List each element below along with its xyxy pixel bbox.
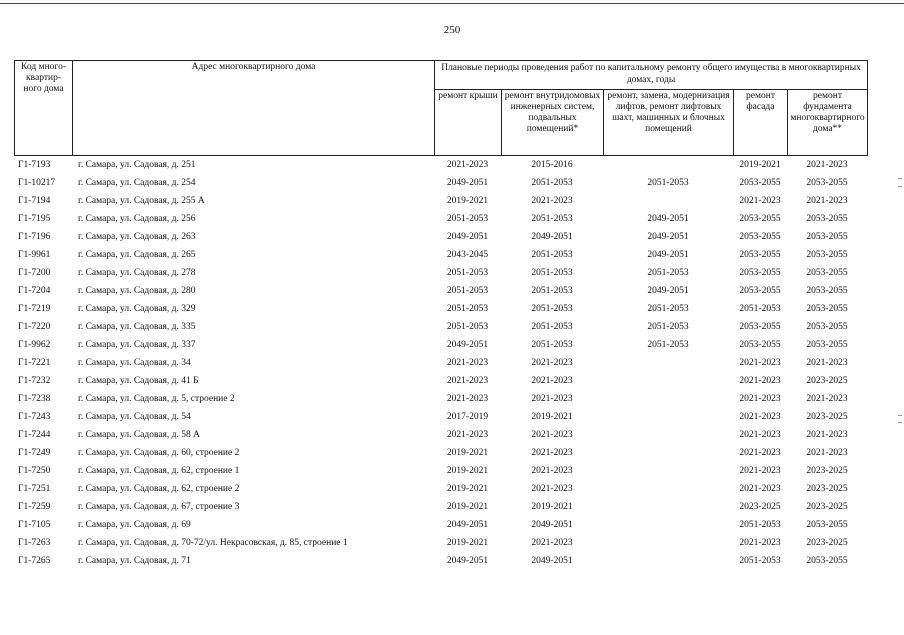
cell-foundation: 2023-2025: [806, 484, 848, 494]
cell-engineering: 2049-2051: [531, 232, 573, 242]
cell-elevators: [603, 516, 733, 534]
table-row: [14, 372, 867, 390]
cell-engineering: 2021-2023: [531, 394, 573, 404]
cell-foundation: 2053-2055: [806, 520, 848, 530]
cell-foundation: 2023-2025: [806, 502, 848, 512]
edge-mark: [898, 178, 902, 179]
cell-code: Г1-7204: [18, 286, 51, 296]
table-row: [14, 264, 867, 282]
cell-foundation: 2053-2055: [806, 268, 848, 278]
cell-address: г. Самара, ул. Садовая, д. 337: [78, 340, 196, 350]
cell-engineering: 2021-2023: [531, 538, 573, 548]
cell-code: Г1-7105: [18, 520, 51, 530]
cell-engineering: 2051-2053: [531, 286, 573, 296]
cell-roof: 2051-2053: [446, 322, 489, 332]
cell-address: г. Самара, ул. Садовая, д. 70-72/ул. Некрасовская, д. 85, строение 1: [78, 538, 348, 548]
cell-roof: 2019-2021: [446, 196, 489, 206]
cell-foundation: 2021-2023: [806, 358, 848, 368]
cell-engineering: 2021-2023: [531, 376, 573, 386]
cell-code: Г1-7219: [18, 304, 51, 314]
cell-engineering: 2051-2053: [531, 214, 573, 224]
edge-mark: [898, 422, 902, 423]
cell-roof: 2051-2053: [446, 286, 489, 296]
cell-address: г. Самара, ул. Садовая, д. 278: [78, 268, 196, 278]
cell-engineering: 2015-2016: [531, 160, 573, 170]
cell-elevators: [603, 426, 733, 444]
table-row: [14, 426, 867, 444]
table-row: [14, 516, 867, 534]
header-foundation: ремонт фундамента многоквартирного дома**: [788, 90, 868, 156]
cell-roof: 2021-2023: [446, 430, 489, 440]
cell-engineering: 2049-2051: [531, 556, 573, 566]
cell-address: г. Самара, ул. Садовая, д. 71: [78, 556, 191, 566]
cell-elevators: 2051-2053: [647, 322, 689, 332]
cell-code: Г1-7195: [18, 214, 51, 224]
cell-roof: 2019-2021: [446, 538, 489, 548]
edge-mark: [898, 415, 902, 416]
cell-address: г. Самара, ул. Садовая, д. 54: [78, 412, 191, 422]
edge-mark: [898, 186, 902, 187]
cell-foundation: 2023-2025: [806, 376, 848, 386]
cell-address: г. Самара, ул. Садовая, д. 58 А: [78, 430, 200, 440]
cell-code: Г1-9961: [18, 250, 51, 260]
cell-elevators: [603, 156, 733, 174]
data-rows: [14, 156, 867, 570]
cell-foundation: 2021-2023: [806, 430, 848, 440]
cell-elevators: 2051-2053: [647, 304, 689, 314]
cell-facade: 2021-2023: [739, 412, 781, 422]
cell-elevators: 2049-2051: [647, 232, 689, 242]
table-row: [14, 552, 867, 570]
cell-facade: 2053-2055: [739, 322, 781, 332]
cell-engineering: 2051-2053: [531, 304, 573, 314]
cell-roof: 2049-2051: [446, 520, 489, 530]
cell-address: г. Самара, ул. Садовая, д. 256: [78, 214, 196, 224]
cell-elevators: 2051-2053: [647, 178, 689, 188]
cell-facade: 2021-2023: [739, 196, 781, 206]
cell-code: Г1-7232: [18, 376, 51, 386]
cell-facade: 2051-2053: [739, 304, 781, 314]
cell-engineering: 2051-2053: [531, 268, 573, 278]
cell-facade: 2021-2023: [739, 430, 781, 440]
top-rule: [0, 3, 904, 4]
cell-elevators: [603, 444, 733, 462]
cell-facade: 2053-2055: [739, 340, 781, 350]
cell-elevators: [603, 534, 733, 552]
table-row: [14, 462, 867, 480]
cell-elevators: [603, 390, 733, 408]
cell-code: Г1-7196: [18, 232, 51, 242]
cell-foundation: 2053-2055: [806, 304, 848, 314]
cell-foundation: 2053-2055: [806, 286, 848, 296]
cell-facade: 2021-2023: [739, 376, 781, 386]
cell-roof: 2021-2023: [446, 376, 489, 386]
table-row: [14, 318, 867, 336]
cell-address: г. Самара, ул. Садовая, д. 69: [78, 520, 191, 530]
cell-facade: 2021-2023: [739, 394, 781, 404]
table-row: [14, 480, 867, 498]
cell-engineering: 2051-2053: [531, 178, 573, 188]
cell-facade: 2021-2023: [739, 358, 781, 368]
cell-engineering: 2021-2023: [531, 484, 573, 494]
table-row: [14, 228, 867, 246]
cell-engineering: 2021-2023: [531, 196, 573, 206]
cell-elevators: [603, 354, 733, 372]
cell-foundation: 2053-2055: [806, 178, 848, 188]
table-row: [14, 210, 867, 228]
header-roof: ремонт крыши: [435, 90, 502, 156]
cell-code: Г1-9962: [18, 340, 51, 350]
cell-code: Г1-7251: [18, 484, 51, 494]
table-row: [14, 444, 867, 462]
cell-facade: 2051-2053: [739, 556, 781, 566]
cell-engineering: 2051-2053: [531, 322, 573, 332]
cell-address: г. Самара, ул. Садовая, д. 329: [78, 304, 196, 314]
cell-elevators: 2049-2051: [647, 250, 689, 260]
header-engineering: ремонт внутридомовых инженерных систем, подвальных помещений*: [502, 90, 604, 156]
cell-roof: 2017-2019: [446, 412, 489, 422]
cell-code: Г1-7238: [18, 394, 51, 404]
cell-engineering: 2051-2053: [531, 250, 573, 260]
cell-facade: 2021-2023: [739, 538, 781, 548]
table-row: [14, 174, 867, 192]
cell-code: Г1-7263: [18, 538, 51, 548]
table-row: [14, 390, 867, 408]
cell-foundation: 2023-2025: [806, 538, 848, 548]
cell-foundation: 2023-2025: [806, 412, 848, 422]
cell-facade: 2053-2055: [739, 232, 781, 242]
cell-facade: 2021-2023: [739, 484, 781, 494]
cell-elevators: 2051-2053: [647, 340, 689, 350]
cell-engineering: 2019-2021: [531, 502, 573, 512]
page-number: 250: [443, 24, 461, 36]
cell-code: Г1-7259: [18, 502, 51, 512]
header-elevators: ремонт, замена, модернизация лифтов, ремонт лифтовых шахт, машинных и блочных помещений: [604, 90, 734, 156]
cell-address: г. Самара, ул. Садовая, д. 5, строение 2: [78, 394, 235, 404]
cell-roof: 2049-2051: [446, 556, 489, 566]
cell-facade: 2021-2023: [739, 466, 781, 476]
cell-facade: 2021-2023: [739, 448, 781, 458]
header-code: Код много-квартир-ного дома: [15, 61, 73, 156]
cell-address: г. Самара, ул. Садовая, д. 263: [78, 232, 196, 242]
cell-code: Г1-7194: [18, 196, 51, 206]
cell-address: г. Самара, ул. Садовая, д. 280: [78, 286, 196, 296]
cell-elevators: [603, 372, 733, 390]
table-row: [14, 246, 867, 264]
cell-address: г. Самара, ул. Садовая, д. 62, строение 2: [78, 484, 240, 494]
table-row: [14, 408, 867, 426]
cell-elevators: [603, 498, 733, 516]
header-facade: ремонт фасада: [734, 90, 788, 156]
cell-engineering: 2021-2023: [531, 466, 573, 476]
cell-foundation: 2053-2055: [806, 250, 848, 260]
cell-code: Г1-7249: [18, 448, 51, 458]
cell-foundation: 2021-2023: [806, 394, 848, 404]
cell-roof: 2049-2051: [446, 232, 489, 242]
cell-elevators: [603, 462, 733, 480]
cell-facade: 2053-2055: [739, 250, 781, 260]
table-row: [14, 282, 867, 300]
cell-roof: 2019-2021: [446, 448, 489, 458]
cell-roof: 2043-2045: [446, 250, 489, 260]
cell-foundation: 2021-2023: [806, 196, 848, 206]
cell-code: Г1-7220: [18, 322, 51, 332]
cell-foundation: 2023-2025: [806, 466, 848, 476]
cell-foundation: 2053-2055: [806, 322, 848, 332]
cell-code: Г1-7265: [18, 556, 51, 566]
cell-facade: 2053-2055: [739, 286, 781, 296]
cell-facade: 2053-2055: [739, 268, 781, 278]
cell-foundation: 2053-2055: [806, 556, 848, 566]
cell-roof: 2021-2023: [446, 358, 489, 368]
cell-roof: 2019-2021: [446, 502, 489, 512]
cell-code: Г1-7200: [18, 268, 51, 278]
cell-address: г. Самара, ул. Садовая, д. 335: [78, 322, 196, 332]
cell-address: г. Самара, ул. Садовая, д. 265: [78, 250, 196, 260]
table-row: [14, 300, 867, 318]
cell-roof: 2051-2053: [446, 304, 489, 314]
cell-foundation: 2021-2023: [806, 448, 848, 458]
cell-roof: 2021-2023: [446, 394, 489, 404]
cell-code: Г1-10217: [18, 178, 56, 188]
cell-code: Г1-7193: [18, 160, 51, 170]
table-row: [14, 192, 867, 210]
cell-address: г. Самара, ул. Садовая, д. 60, строение 2: [78, 448, 240, 458]
cell-foundation: 2021-2023: [806, 160, 848, 170]
cell-elevators: [603, 552, 733, 570]
cell-code: Г1-7250: [18, 466, 51, 476]
table-row: [14, 336, 867, 354]
cell-elevators: 2051-2053: [647, 268, 689, 278]
cell-roof: 2051-2053: [446, 268, 489, 278]
cell-address: г. Самара, ул. Садовая, д. 34: [78, 358, 191, 368]
cell-facade: 2053-2055: [739, 214, 781, 224]
cell-roof: 2019-2021: [446, 484, 489, 494]
cell-elevators: [603, 480, 733, 498]
data-table: [14, 156, 867, 570]
table-header: [14, 60, 868, 156]
cell-elevators: [603, 192, 733, 210]
table-row: [14, 156, 867, 174]
cell-elevators: 2049-2051: [647, 286, 689, 296]
cell-facade: 2053-2055: [739, 178, 781, 188]
cell-engineering: 2051-2053: [531, 340, 573, 350]
cell-foundation: 2053-2055: [806, 340, 848, 350]
cell-engineering: 2021-2023: [531, 430, 573, 440]
cell-address: г. Самара, ул. Садовая, д. 62, строение 1: [78, 466, 240, 476]
cell-roof: 2049-2051: [446, 178, 489, 188]
cell-facade: 2019-2021: [739, 160, 781, 170]
cell-engineering: 2021-2023: [531, 448, 573, 458]
cell-facade: 2023-2025: [739, 502, 781, 512]
cell-code: Г1-7243: [18, 412, 51, 422]
cell-engineering: 2019-2021: [531, 412, 573, 422]
table-row: [14, 534, 867, 552]
cell-roof: 2021-2023: [446, 160, 489, 170]
cell-elevators: [603, 408, 733, 426]
cell-facade: 2051-2053: [739, 520, 781, 530]
cell-address: г. Самара, ул. Садовая, д. 255 А: [78, 196, 205, 206]
cell-foundation: 2053-2055: [806, 232, 848, 242]
header-periods: Плановые периоды проведения работ по капитальному ремонту общего имущества в многоквартирных домах, годы: [435, 61, 868, 90]
cell-address: г. Самара, ул. Садовая, д. 67, строение 3: [78, 502, 240, 512]
cell-roof: 2049-2051: [446, 340, 489, 350]
cell-engineering: 2021-2023: [531, 358, 573, 368]
header-address: Адрес многоквартирного дома: [73, 61, 435, 156]
cell-engineering: 2049-2051: [531, 520, 573, 530]
cell-elevators: 2049-2051: [647, 214, 689, 224]
cell-address: г. Самара, ул. Садовая, д. 251: [78, 160, 196, 170]
table-row: [14, 354, 867, 372]
table-row: [14, 498, 867, 516]
cell-foundation: 2053-2055: [806, 214, 848, 224]
cell-code: Г1-7221: [18, 358, 51, 368]
cell-address: г. Самара, ул. Садовая, д. 41 Б: [78, 376, 199, 386]
cell-address: г. Самара, ул. Садовая, д. 254: [78, 178, 196, 188]
cell-code: Г1-7244: [18, 430, 51, 440]
cell-roof: 2051-2053: [446, 214, 489, 224]
cell-roof: 2019-2021: [446, 466, 489, 476]
